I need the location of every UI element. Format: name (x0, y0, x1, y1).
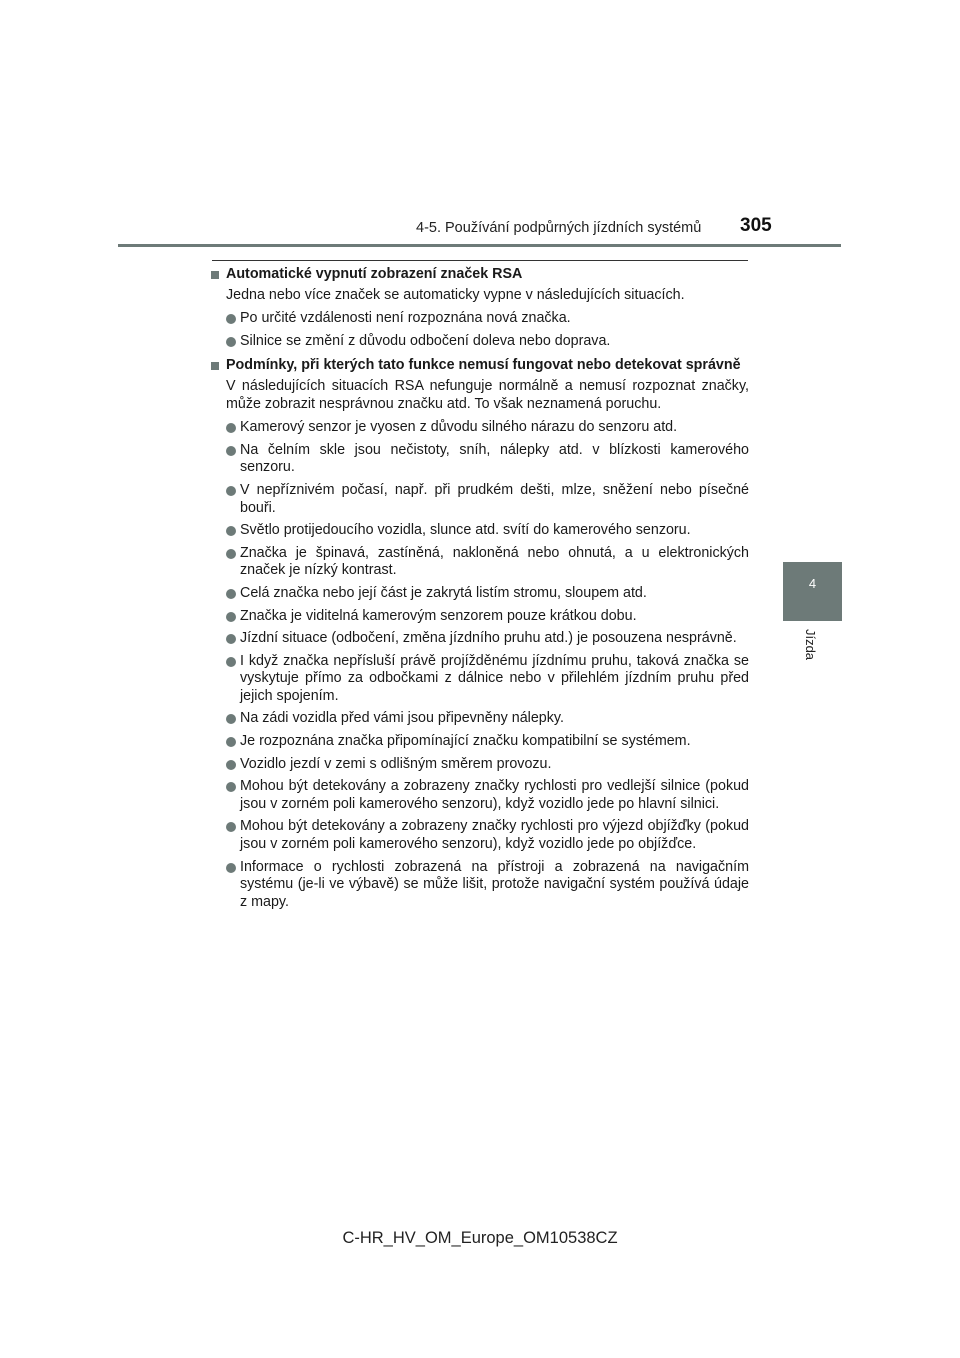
section-heading: Podmínky, při kterých tato funkce nemusí fungovat nebo detekovat správně (210, 357, 749, 375)
round-bullet-icon (226, 657, 236, 667)
list-item: Značka je viditelná kamerovým senzorem pouze krátkou dobu. (210, 608, 749, 626)
list-item: Informace o rychlosti zobrazená na přístroji a zobrazená na navigačním systému (je-li ve výbavě) se může lišit, protože navigační systém používá údaje z mapy. (210, 859, 749, 912)
round-bullet-icon (226, 337, 236, 347)
section-intro: Jedna nebo více značek se automaticky vypne v následujících situacích. (226, 286, 685, 303)
round-bullet-icon (226, 714, 236, 724)
list-item: Mohou být detekovány a zobrazeny značky rychlosti pro výjezd objížďky (pokud jsou v zorném poli kamerového senzoru), když vozidlo jede po objížďce. (210, 818, 749, 853)
round-bullet-icon (226, 863, 236, 873)
header-rule (118, 244, 841, 247)
square-bullet-icon (211, 362, 219, 370)
round-bullet-icon (226, 446, 236, 456)
round-bullet-icon (226, 549, 236, 559)
list-item: Jízdní situace (odbočení, změna jízdního pruhu atd.) je posouzena nesprávně. (210, 630, 749, 648)
chapter-number: 4 (808, 576, 817, 591)
round-bullet-icon (226, 423, 236, 433)
round-bullet-icon (226, 526, 236, 536)
list-item: Kamerový senzor je vyosen z důvodu silného nárazu do senzoru atd. (210, 419, 749, 437)
list-item: Je rozpoznána značka připomínající značku kompatibilní se systémem. (210, 733, 749, 751)
list-item: Celá značka nebo její část je zakrytá listím stromu, sloupem atd. (210, 585, 749, 603)
list-item: Světlo protijedoucího vozidla, slunce atd. svítí do kamerového senzoru. (210, 522, 749, 540)
list-item: Silnice se změní z důvodu odbočení doleva nebo doprava. (210, 333, 749, 351)
chapter-tab (783, 562, 842, 621)
round-bullet-icon (226, 634, 236, 644)
section-heading: Automatické vypnutí zobrazení značek RSA (210, 266, 749, 284)
round-bullet-icon (226, 822, 236, 832)
list-item: Vozidlo jezdí v zemi s odlišným směrem provozu. (210, 756, 749, 774)
square-bullet-icon (211, 271, 219, 279)
chapter-label-container (791, 624, 831, 664)
main-content (210, 266, 749, 916)
chapter-label: Jízda (803, 628, 819, 660)
list-item: Na čelním skle jsou nečistoty, sníh, nálepky atd. v blízkosti kamerového senzoru. (210, 442, 749, 477)
round-bullet-icon (226, 314, 236, 324)
round-bullet-icon (226, 612, 236, 622)
page-number: 305 (740, 215, 772, 236)
section-intro: V následujících situacích RSA nefunguje normálně a nemusí rozpoznat značky, může zobrazit nesprávnou značku atd. To však neznamená poruchu. (226, 377, 749, 412)
list-item: Po určité vzdálenosti není rozpoznána nová značka. (210, 310, 749, 328)
list-item: Na zádi vozidla před vámi jsou připevněny nálepky. (210, 710, 749, 728)
round-bullet-icon (226, 782, 236, 792)
document-code: C-HR_HV_OM_Europe_OM10538CZ (342, 1229, 618, 1247)
list-item: Mohou být detekovány a zobrazeny značky rychlosti pro vedlejší silnice (pokud jsou v zorném poli kamerového senzoru), když vozidlo jede po hlavní silnici. (210, 778, 749, 813)
round-bullet-icon (226, 486, 236, 496)
list-item: V nepříznivém počasí, např. při prudkém dešti, mlze, sněžení nebo písečné bouři. (210, 482, 749, 517)
list-item: I když značka nepřísluší právě projížděnému jízdnímu pruhu, taková značka se vyskytuje přímo za odbočkami z dálnice nebo v přilehlém jízdním pruhu před jejich spojením. (210, 653, 749, 706)
round-bullet-icon (226, 737, 236, 747)
content-rule (212, 260, 748, 261)
list-item: Značka je špinavá, zastíněná, nakloněná nebo ohnutá, a u elektronických značek je nízký kontrast. (210, 545, 749, 580)
round-bullet-icon (226, 760, 236, 770)
round-bullet-icon (226, 589, 236, 599)
header-section-title: 4-5. Používání podpůrných jízdních systémů (416, 220, 702, 236)
